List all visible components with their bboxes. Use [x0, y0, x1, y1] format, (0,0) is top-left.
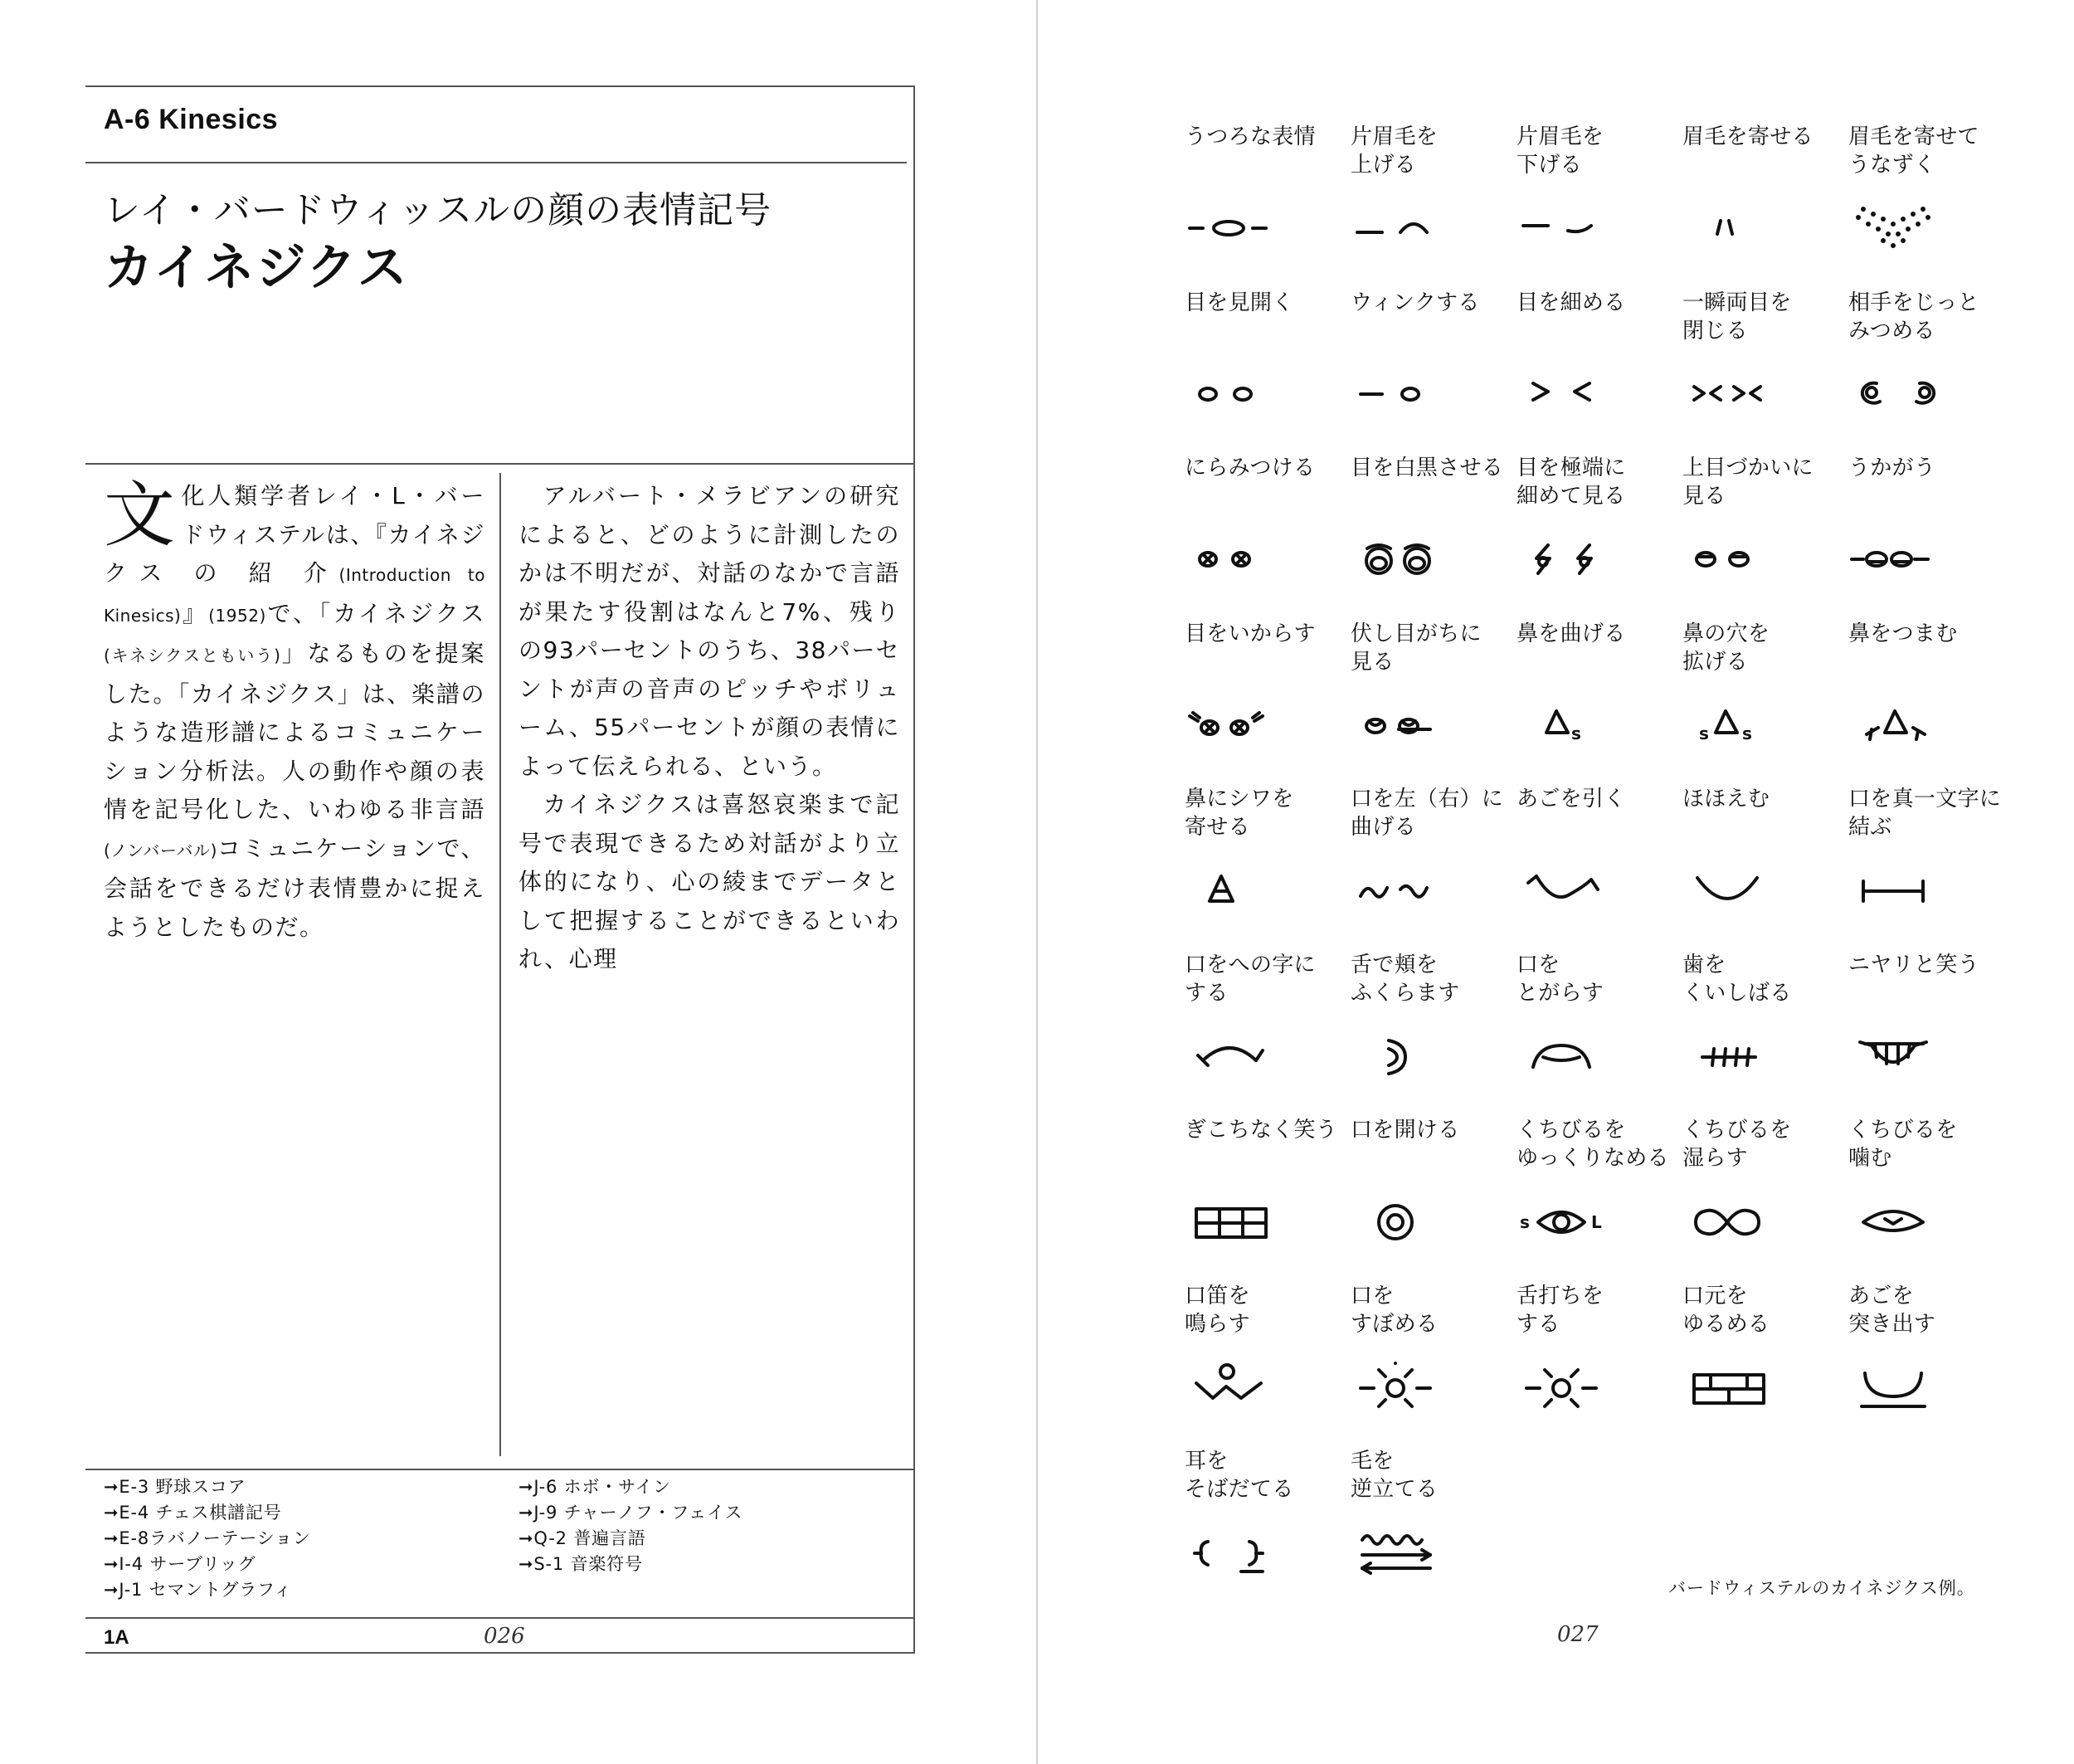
- article-title: カイネジクス: [104, 239, 409, 297]
- expression-cell: [1847, 620, 2013, 786]
- glare-icon: [1183, 530, 1283, 588]
- blank-stare-icon: [1183, 199, 1283, 257]
- jut-jaw-icon: [1847, 1358, 1946, 1416]
- article-frame: [85, 85, 915, 1654]
- relax-mouth-icon: [1681, 1358, 1780, 1416]
- expression-label: 口をへの字に する: [1185, 952, 1316, 1006]
- expression-cell: [1515, 1116, 1681, 1282]
- expression-cell: [1349, 123, 1515, 289]
- body-aside: (ノンバーバル): [104, 840, 217, 860]
- expression-label: 口を真一文字に 結ぶ: [1848, 787, 2002, 840]
- expression-label: 口元を ゆるめる: [1682, 1283, 1770, 1337]
- tongue-click-icon: [1515, 1358, 1614, 1416]
- expression-cell: [1349, 1116, 1515, 1282]
- svg-text:s: s: [1699, 723, 1709, 743]
- twist-mouth-icon: [1349, 861, 1448, 919]
- body-aside: (1952): [208, 605, 266, 626]
- crossref-link[interactable]: ➞E-4 チェス棋譜記号: [104, 1503, 282, 1523]
- page-number-left: 026: [484, 1624, 525, 1649]
- crossref-link[interactable]: ➞S-1 音楽符号: [518, 1554, 643, 1574]
- crossref-link[interactable]: ➞J-6 ホボ・サイン: [518, 1477, 671, 1497]
- crossref-rule: [85, 1469, 913, 1470]
- expression-cell: [1681, 951, 1847, 1117]
- figure-caption: バードウィステルのカイネジクス例。: [1668, 1578, 1975, 1598]
- lower-one-brow-icon: [1515, 199, 1614, 257]
- blink-icon: [1681, 365, 1780, 423]
- crossref-link[interactable]: ➞I-4 サーブリッグ: [104, 1554, 256, 1574]
- expression-label: 口笛を 鳴らす: [1185, 1283, 1250, 1337]
- pout-icon: [1515, 1027, 1614, 1085]
- moisten-lips-icon: [1681, 1192, 1780, 1250]
- knit-brows-nod-icon: [1847, 199, 1946, 257]
- expression-label: くちびるを 噛む: [1848, 1118, 1958, 1171]
- bend-nose-icon: [1515, 696, 1614, 754]
- expression-label: 目を見開く: [1185, 290, 1294, 315]
- downcast-eyes-icon: [1349, 696, 1448, 754]
- expression-cell: [1515, 1282, 1681, 1448]
- expression-cell: [1847, 289, 2013, 455]
- expression-cell: [1681, 1116, 1847, 1282]
- header-rule: [85, 162, 907, 163]
- expression-label: くちびるを 湿らす: [1682, 1118, 1792, 1171]
- expression-cell: [1515, 620, 1681, 786]
- expression-cell: [1847, 454, 2013, 620]
- expression-cell: [1183, 620, 1349, 786]
- tight-lips-icon: [1847, 861, 1946, 919]
- expression-label: ウィンクする: [1351, 290, 1480, 315]
- crossref-list-left: [104, 1474, 311, 1603]
- expression-label: 口を開ける: [1351, 1118, 1460, 1143]
- expression-label: にらみつける: [1185, 456, 1316, 480]
- expression-cell: [1183, 1282, 1349, 1448]
- open-mouth-icon: [1349, 1192, 1448, 1250]
- whistle-icon: [1183, 1358, 1283, 1416]
- crossref-link[interactable]: ➞E-8ラバノーテーション: [104, 1528, 311, 1548]
- expression-cell: [1183, 1447, 1349, 1613]
- expression-cell: [1349, 951, 1515, 1117]
- expression-cell: [1183, 454, 1349, 620]
- expression-cell: [1847, 951, 2013, 1117]
- expression-label: ほほえむ: [1682, 787, 1770, 811]
- drop-cap: 文: [104, 474, 177, 557]
- column-divider: [499, 473, 501, 1456]
- prick-ears-icon: [1183, 1523, 1283, 1581]
- page-number-right: 027: [1557, 1622, 1599, 1647]
- expression-label: ニヤリと笑う: [1848, 952, 1979, 977]
- expression-cell: [1515, 123, 1681, 289]
- body-text: で、「カイネジクス: [265, 599, 485, 627]
- crossref-link[interactable]: ➞J-9 チャーノフ・フェイス: [518, 1503, 743, 1523]
- body-paragraph: カイネジクスは喜怒哀楽まで記号で表現できるため対話がより立体的になり、心の綾までデータとして把握することができるといわれ、心理: [518, 791, 900, 972]
- expression-cell: [1183, 123, 1349, 289]
- expression-cell: [1847, 1282, 2013, 1448]
- expression-label: 口を左（右）に 曲げる: [1351, 787, 1504, 840]
- expression-cell: [1681, 289, 1847, 455]
- raise-one-brow-icon: [1349, 199, 1448, 257]
- expression-label: 舌で頬を ふくらます: [1351, 952, 1460, 1006]
- crossref-link[interactable]: ➞E-3 野球スコア: [104, 1477, 246, 1497]
- section-code: A-6 Kinesics: [104, 104, 279, 135]
- expression-cell: [1349, 620, 1515, 786]
- body-paragraph: アルバート・メラビアンの研究によると、どのように計測したのかは不明だが、対話のなかで言語が果たす役割はなんと7%、残りの93パーセントのうち、38パーセントが声の音声のピッチやボリューム、55パーセントが顔の表情によって伝えられる、という。: [518, 482, 900, 780]
- frown-icon: [1183, 1027, 1283, 1085]
- expression-label: 一瞬両目を 閉じる: [1682, 290, 1792, 344]
- wink-icon: [1349, 365, 1448, 423]
- expression-cell: [1515, 454, 1681, 620]
- expression-label: 口を すぼめる: [1351, 1283, 1439, 1337]
- expression-cell: [1183, 785, 1349, 951]
- expression-label: 目を細める: [1517, 290, 1626, 315]
- expression-cell: [1349, 289, 1515, 455]
- bristle-hair-icon: [1349, 1523, 1448, 1581]
- article-subtitle: レイ・バードウィッスルの顔の表情記号: [104, 189, 772, 231]
- svg-text:s: s: [1571, 723, 1581, 743]
- look-up-icon: [1681, 530, 1780, 588]
- body-text: 』: [181, 599, 209, 627]
- body-aside: (Introduction to Kinesics): [104, 565, 486, 626]
- footer-code: 1A: [104, 1626, 129, 1649]
- awkward-smile-icon: [1183, 1192, 1283, 1250]
- expression-cell: [1515, 951, 1681, 1117]
- expression-label: 伏し目がちに 見る: [1351, 621, 1482, 675]
- expression-label: あごを 突き出す: [1848, 1283, 1936, 1337]
- expression-cell: [1515, 289, 1681, 455]
- expression-label: くちびるを ゆっくりなめる: [1517, 1118, 1669, 1171]
- extreme-squint-icon: [1515, 530, 1614, 588]
- smile-icon: [1681, 861, 1780, 919]
- expression-label: 目を白黒させる: [1351, 456, 1504, 480]
- svg-text:L: L: [1591, 1212, 1602, 1232]
- body-text: 」なるものを提案した。「カイネジクス」は、楽譜のような造形譜によるコミュニケーション分析法。人の動作や顔の表情を記号化した、いわゆる非言語: [104, 640, 485, 823]
- expression-cell: [1349, 454, 1515, 620]
- expression-label: 耳を そばだてる: [1185, 1449, 1294, 1502]
- crossref-link[interactable]: ➞Q-2 普遍言語: [518, 1528, 646, 1548]
- title-rule: [85, 463, 913, 465]
- body-text: コミュニケーションで、会話をできるだけ表情豊かに捉えようとしたものだ。: [104, 834, 485, 941]
- peek-icon: [1847, 530, 1946, 588]
- expression-label: ぎこちなく笑う: [1185, 1118, 1338, 1143]
- expression-label: 片眉毛を 下げる: [1517, 124, 1604, 178]
- pull-chin-icon: [1515, 861, 1614, 919]
- tongue-cheek-icon: [1349, 1027, 1448, 1085]
- expression-label: あごを引く: [1517, 787, 1626, 811]
- pinch-nose-icon: [1847, 696, 1946, 754]
- expression-label: 目をいからす: [1185, 621, 1316, 646]
- expression-cell: [1681, 123, 1847, 289]
- expression-label: 片眉毛を 上げる: [1351, 124, 1439, 178]
- expression-label: 鼻にシワを 寄せる: [1185, 787, 1294, 840]
- purse-lips-icon: [1349, 1358, 1448, 1416]
- expression-cell: [1681, 454, 1847, 620]
- right-page: [1038, 0, 2074, 1764]
- wide-eyes-icon: [1183, 365, 1283, 423]
- grin-icon: [1847, 1027, 1946, 1085]
- svg-text:s: s: [1742, 723, 1752, 743]
- expression-label: 相手をじっと みつめる: [1848, 290, 1979, 344]
- footer-rule: [85, 1617, 913, 1619]
- expression-cell: [1515, 785, 1681, 951]
- clench-teeth-icon: [1681, 1027, 1780, 1085]
- rolling-eyes-icon: [1349, 530, 1448, 588]
- crossref-list-right: [518, 1474, 742, 1577]
- body-column-2: [518, 477, 900, 979]
- expression-label: 歯を くいしばる: [1682, 952, 1792, 1006]
- svg-text:s: s: [1520, 1212, 1530, 1232]
- expression-cell: [1183, 951, 1349, 1117]
- expression-cell: [1349, 785, 1515, 951]
- body-text: 化人類学者レイ・L・バードウィステルは、『カイネジクス の 紹 介: [104, 482, 485, 587]
- expression-label: 上目づかいに 見る: [1682, 456, 1814, 509]
- body-aside: (キネシクスともいう): [104, 646, 281, 665]
- expression-cell: [1847, 123, 2013, 289]
- expression-cell: [1681, 1282, 1847, 1448]
- crossref-link[interactable]: ➞J-1 セマントグラフィ: [104, 1580, 292, 1600]
- bite-lip-icon: [1847, 1192, 1946, 1250]
- expression-cell: [1681, 620, 1847, 786]
- squint-icon: [1515, 365, 1614, 423]
- expression-label: うかがう: [1848, 456, 1936, 480]
- expression-cell: [1349, 1447, 1515, 1613]
- expression-label: 鼻を曲げる: [1517, 621, 1626, 646]
- expression-cell: [1183, 289, 1349, 455]
- flare-nostrils-icon: [1681, 696, 1780, 754]
- expression-label: 目を極端に 細めて見る: [1517, 456, 1626, 509]
- body-column-1: [104, 474, 486, 947]
- angry-eyes-icon: [1183, 696, 1283, 754]
- wrinkle-nose-icon: [1183, 861, 1283, 919]
- expression-label: 口を とがらす: [1517, 952, 1604, 1006]
- expression-label: 鼻の穴を 拡げる: [1682, 621, 1770, 675]
- expression-label: 毛を 逆立てる: [1351, 1449, 1439, 1502]
- expression-label: 鼻をつまむ: [1848, 621, 1958, 646]
- knit-brows-icon: [1681, 199, 1780, 257]
- expression-label: 舌打ちを する: [1517, 1283, 1604, 1337]
- expression-label: うつろな表情: [1185, 124, 1316, 149]
- expression-cell: [1681, 785, 1847, 951]
- expression-label: 眉毛を寄せて うなずく: [1848, 124, 1979, 178]
- expression-cell: [1847, 1116, 2013, 1282]
- expression-cell: [1349, 1282, 1515, 1448]
- lick-lips-icon: [1515, 1192, 1614, 1250]
- stare-icon: [1847, 365, 1946, 423]
- expression-cell: [1183, 1116, 1349, 1282]
- expression-label: 眉毛を寄せる: [1682, 124, 1814, 149]
- expression-cell: [1847, 785, 2013, 951]
